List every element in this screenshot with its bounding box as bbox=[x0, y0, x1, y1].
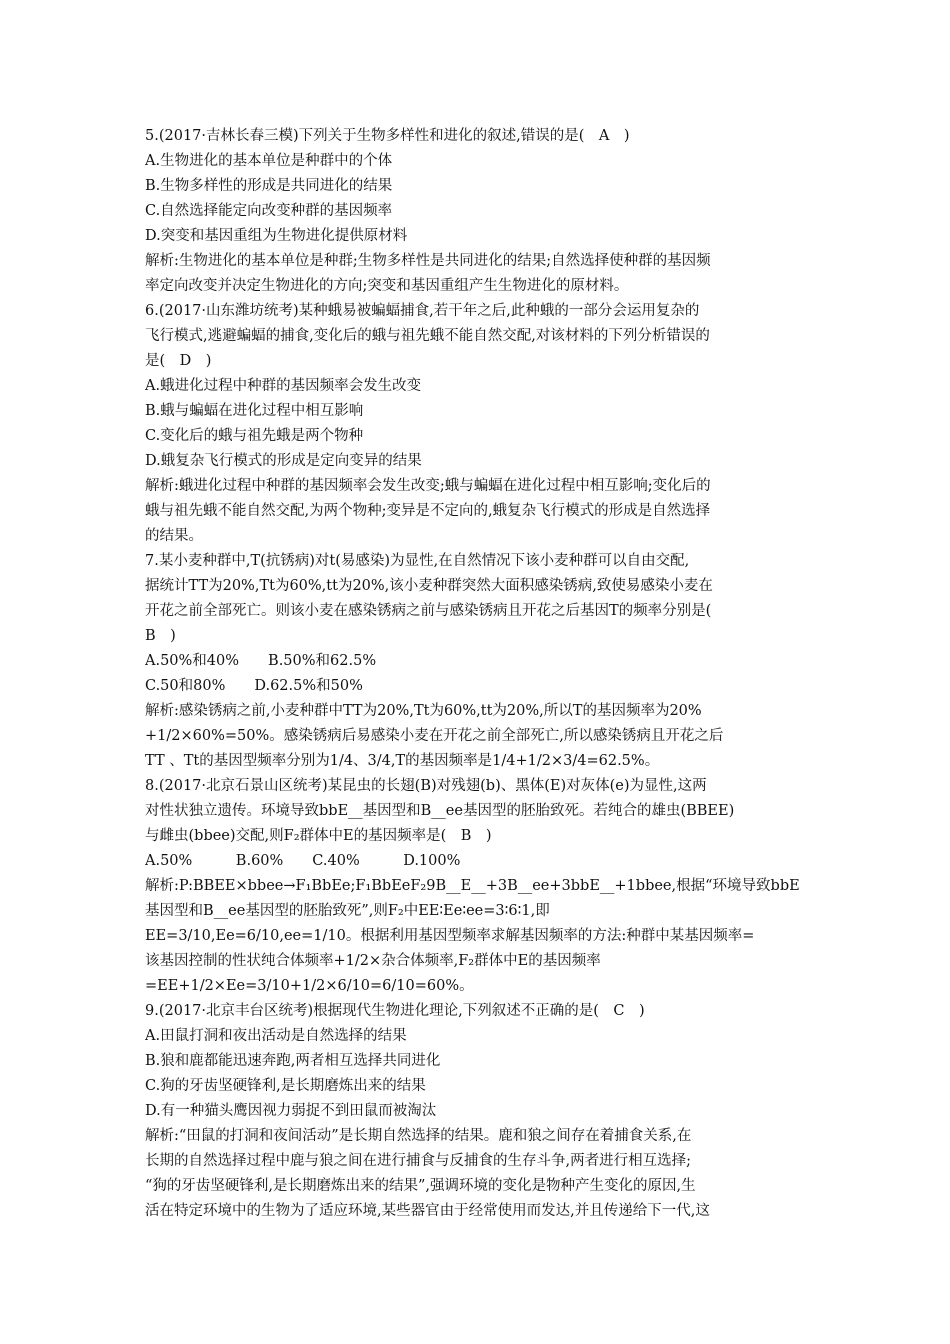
question-6-stem: 6.(2017·山东潍坊统考)某种蛾易被蝙蝠捕食,若干年之后,此种蛾的一部分会运用复杂的 bbox=[145, 303, 700, 319]
question-8-stem: 8.(2017·北京石景山区统考)某昆虫的长翅(B)对残翅(b)、黑体(E)对灰体(e)为显性,这两 bbox=[145, 778, 707, 794]
question-5-option-d: D.突变和基因重组为生物进化提供原材料 bbox=[145, 228, 408, 244]
question-8-analysis-cont: 该基因控制的性状纯合体频率+1/2×杂合体频率,F₂群体中E的基因频率 bbox=[145, 953, 601, 969]
question-5-option-c: C.自然选择能定向改变种群的基因频率 bbox=[145, 203, 393, 219]
question-9-option-d: D.有一种猫头鹰因视力弱捉不到田鼠而被淘汰 bbox=[145, 1103, 437, 1119]
question-6-stem-cont: 飞行模式,逃避蝙蝠的捕食,变化后的蛾与祖先蛾不能自然交配,对该材料的下列分析错误的 bbox=[145, 328, 710, 344]
document-page bbox=[145, 124, 815, 1224]
question-6-option-b: B.蛾与蝙蝠在进化过程中相互影响 bbox=[145, 403, 364, 419]
question-9-analysis-cont: 长期的自然选择过程中鹿与狼之间在进行捕食与反捕食的生存斗争,两者进行相互选择; bbox=[145, 1153, 691, 1169]
question-7-analysis-cont: +1/2×60%=50%。感染锈病后易感染小麦在开花之前全部死亡,所以感染锈病且开花之后 bbox=[145, 728, 724, 744]
question-5-analysis: 解析:生物进化的基本单位是种群;生物多样性是共同进化的结果;自然选择使种群的基因频 bbox=[145, 253, 711, 269]
question-7-analysis-cont: TT 、Tt的基因型频率分别为1/4、3/4,T的基因频率是1/4+1/2×3/4=62.5%。 bbox=[145, 753, 660, 769]
question-6-option-a: A.蛾进化过程中种群的基因频率会发生改变 bbox=[145, 378, 422, 394]
question-6-analysis: 解析:蛾进化过程中种群的基因频率会发生改变;蛾与蝙蝠在进化过程中相互影响;变化后的 bbox=[145, 478, 711, 494]
question-6-analysis-cont: 蛾与祖先蛾不能自然交配,为两个物种;变异是不定向的,蛾复杂飞行模式的形成是自然选择 bbox=[145, 503, 711, 519]
question-6-option-d: D.蛾复杂飞行模式的形成是定向变异的结果 bbox=[145, 453, 422, 469]
question-9-option-b: B.狼和鹿都能迅速奔跑,两者相互选择共同进化 bbox=[145, 1053, 441, 1069]
question-8-analysis-cont: 基因型和B__ee基因型的胚胎致死”,则F₂中EE∶Ee∶ee=3∶6∶1,即 bbox=[145, 903, 550, 919]
question-9-analysis-cont: 活在特定环境中的生物为了适应环境,某些器官由于经常使用而发达,并且传递给下一代,这 bbox=[145, 1203, 710, 1219]
question-8-analysis-cont: =EE+1/2×Ee=3/10+1/2×6/10=6/10=60%。 bbox=[145, 978, 474, 994]
question-5-option-a: A.生物进化的基本单位是种群中的个体 bbox=[145, 153, 393, 169]
question-8-stem-cont: 与雌虫(bbee)交配,则F₂群体中E的基因频率是( B ) bbox=[145, 828, 492, 844]
question-7-options-ab: A.50%和40% B.50%和62.5% bbox=[145, 653, 377, 669]
question-7-analysis: 解析:感染锈病之前,小麦种群中TT为20%,Tt为60%,tt为20%,所以T的基因频率为20% bbox=[145, 703, 702, 719]
question-9-option-a: A.田鼠打洞和夜出活动是自然选择的结果 bbox=[145, 1028, 407, 1044]
question-5 bbox=[145, 124, 815, 299]
question-7 bbox=[145, 549, 815, 774]
question-7-options-cd: C.50和80% D.62.5%和50% bbox=[145, 678, 363, 694]
question-8-analysis-cont: EE=3/10,Ee=6/10,ee=1/10。根据利用基因型频率求解基因频率的方法:种群中某基因频率= bbox=[145, 928, 755, 944]
question-8 bbox=[145, 774, 815, 999]
question-6-option-c: C.变化后的蛾与祖先蛾是两个物种 bbox=[145, 428, 364, 444]
question-6 bbox=[145, 299, 815, 549]
question-6-analysis-cont: 的结果。 bbox=[145, 528, 203, 544]
question-8-stem-cont: 对性状独立遗传。环境导致bbE__基因型和B__ee基因型的胚胎致死。若纯合的雄虫(BBEE) bbox=[145, 803, 735, 819]
question-7-stem-cont: 据统计TT为20%,Tt为60%,tt为20%,该小麦种群突然大面积感染锈病,致使易感染小麦在 bbox=[145, 578, 713, 594]
question-6-stem-cont: 是( D ) bbox=[145, 353, 212, 369]
question-5-option-b: B.生物多样性的形成是共同进化的结果 bbox=[145, 178, 393, 194]
question-7-answer: B ) bbox=[145, 628, 176, 644]
question-9-analysis: 解析:“田鼠的打洞和夜间活动”是长期自然选择的结果。鹿和狼之间存在着捕食关系,在 bbox=[145, 1128, 692, 1144]
question-7-stem-cont: 开花之前全部死亡。则该小麦在感染锈病之前与感染锈病且开花之后基因T的频率分别是( bbox=[145, 603, 712, 619]
question-8-analysis: 解析:P:BBEE×bbee→F₁BbEe;F₁BbEeF₂9B__E__+3B__ee+3bbE__+1bbee,根据“环境导致bbE bbox=[145, 878, 800, 894]
question-7-stem: 7.某小麦种群中,T(抗锈病)对t(易感染)为显性,在自然情况下该小麦种群可以自由交配, bbox=[145, 553, 690, 569]
question-5-stem: 5.(2017·吉林长春三模)下列关于生物多样性和进化的叙述,错误的是( A ) bbox=[145, 128, 630, 144]
question-5-analysis-cont: 率定向改变并决定生物进化的方向;突变和基因重组产生生物进化的原材料。 bbox=[145, 278, 629, 294]
question-9 bbox=[145, 999, 815, 1224]
question-9-analysis-cont: “狗的牙齿坚硬锋利,是长期磨炼出来的结果”,强调环境的变化是物种产生变化的原因,生 bbox=[145, 1178, 696, 1194]
question-9-stem: 9.(2017·北京丰台区统考)根据现代生物进化理论,下列叙述不正确的是( C ) bbox=[145, 1003, 645, 1019]
question-9-option-c: C.狗的牙齿坚硬锋利,是长期磨炼出来的结果 bbox=[145, 1078, 426, 1094]
question-8-options: A.50% B.60% C.40% D.100% bbox=[145, 853, 461, 869]
